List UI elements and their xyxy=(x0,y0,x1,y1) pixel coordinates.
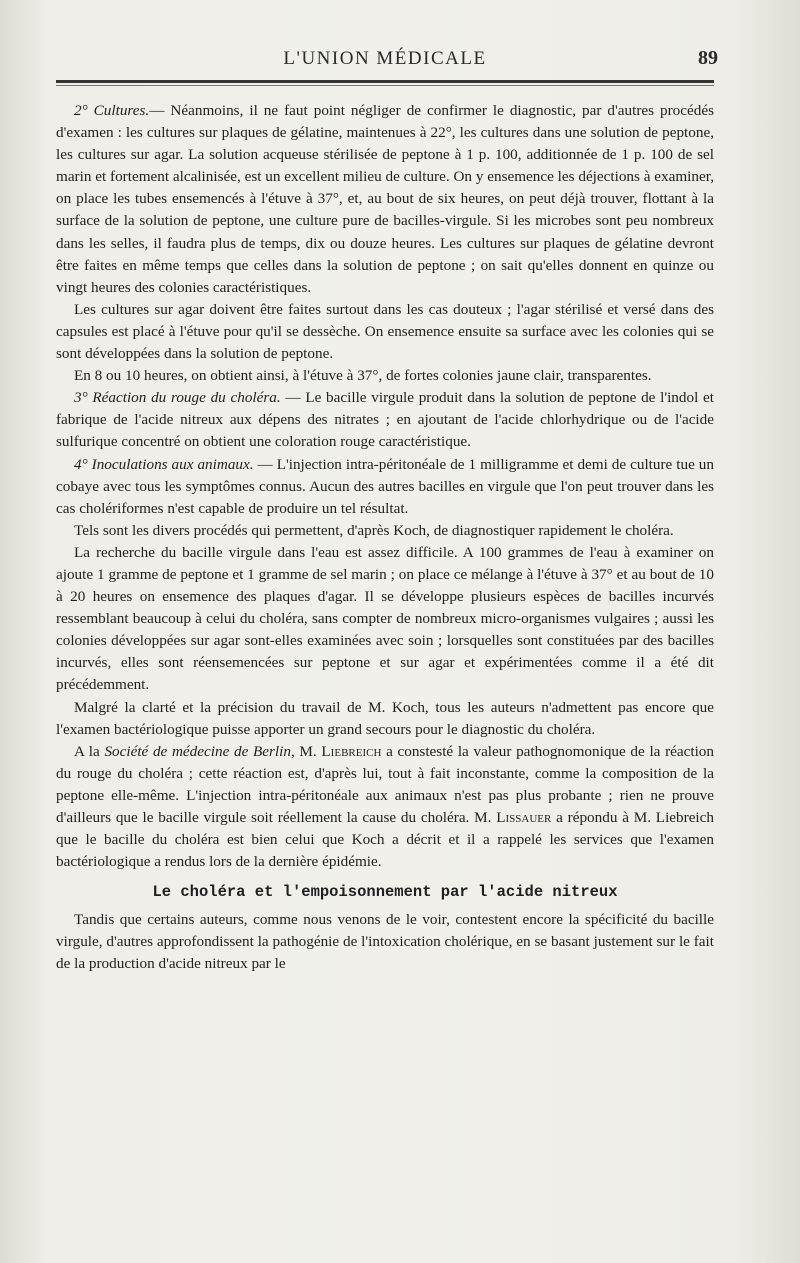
text-segment: A la xyxy=(74,742,105,760)
paragraph-label: 3° Réaction du rouge du choléra. xyxy=(74,389,281,407)
author-name: Liebreich xyxy=(321,742,382,760)
paragraph-text: — Le bacille virgule produit dans la solution de peptone de l'indol et fabrique de l'acide nitreux aux dépens des nitrates ; en ajoutant de l'acide chlorhydrique ou de l'acide sulfurique concentré on obtient une coloration rouge caractéristique. xyxy=(56,389,714,451)
header-rule-thin xyxy=(56,85,714,86)
paragraph-water: La recherche du bacille virgule dans l'eau est assez difficile. A 100 grammes de l'eau à examiner on ajoute 1 gramme de peptone et 1 gramme de sel marin ; on place ce mélange à l'étuve à 37° et au bout de 10 à 20 heures on ensemence des plaques d'agar. Il se développe plusieurs espèces de bacilles incurvés ressemblant beaucoup à celui du choléra, sans compter de nombreux micro-organismes vulgaires ; aussi les colonies développées sur agar sont-elles examinées avec soin ; lorsquelles sont constituées par des bacilles incurvés, elles sont réensemencées sur peptone et sur agar et expérimentées comme il a été dit précédemment. xyxy=(56,543,714,694)
paragraph-inoculations xyxy=(56,454,714,520)
page-header xyxy=(56,44,718,76)
society-name: Société de médecine de Berlin xyxy=(104,742,291,760)
paragraph-label: 4° Inoculations aux animaux. xyxy=(74,455,254,473)
paragraph-text: — Néanmoins, il ne faut point négliger de confirmer le diagnostic, par d'autres procédés d'examen : les cultures sur plaques de gélatine, maintenues à 22°, les cultures dans une solution de peptone, les cultures sur agar. La solution acqueuse stérilisée de peptone à 1 p. 100, additionnée de 1 p. 100 de sel marin et fortement alcalinisée, est un excellent milieu de culture. On y ensemence les déjections à examiner, on place les tubes ensemencés à l'étuve à 37°, et, au bout de six heures, on peut déjà trouver, flottant à la surface de la solution de peptone, une culture pure de bacilles-virgule. Si les microbes sont peu nombreux dans les selles, il faudra plus de temps, dix ou douze heures. Les cultures sur plaques de gélatine devront être faites en même temps que celles dans la solution de peptone ; on sait qu'elles donnent en quinze ou vingt heures des colonies caractéristiques. xyxy=(56,102,714,296)
text-segment: a constesté la valeur pathognomonique de la réaction du rouge du choléra ; cette réaction est, d'après lui, tout à fait inconstante, comme la composition de la peptone elle-même. L'injection intra-péritonéale aux animaux n'est pas plus probante ; rien ne prouve d'ailleurs que le bacille virgule soit réellement la cause du choléra. M. xyxy=(56,742,714,826)
page-number: 89 xyxy=(698,47,718,69)
paragraph-reaction xyxy=(56,387,714,453)
header-rule xyxy=(56,80,714,83)
paragraph-label: 2° Cultures. xyxy=(74,102,150,119)
paragraph-berlin xyxy=(56,741,714,874)
paragraph-pathogenie: Tandis que certains auteurs, comme nous venons de le voir, contestent encore la spécificité du bacille virgule, d'autres approfondissent la pathogénie de l'intoxication cholérique, en se basant justement sur le fait de la production d'acide nitreux par le xyxy=(56,911,714,973)
text-segment: a répondu à M. Liebreich que le bacille du choléra est bien celui que Koch a décrit et il a rappelé les services que l'examen bactériologique a rendus lors de la dernière épidémie. xyxy=(56,809,714,871)
paragraph-text: — L'injection intra-péritonéale de 1 milligramme et demi de culture tue un cobaye avec tous les symptômes connus. Aucun des autres bacilles en virgule que l'on peut trouver dans les cas cholériformes n'est capable de produire un tel résultat. xyxy=(56,455,714,517)
paragraph-cultures xyxy=(56,100,714,299)
paragraph-agar: Les cultures sur agar doivent être faites surtout dans les cas douteux ; l'agar stérilisé et versé dans des capsules est placé à l'étuve pour qu'il se dessèche. On ensemence ensuite sa surface avec les colonies qui se sont développées dans la solution de peptone. xyxy=(56,300,714,363)
section-heading: Le choléra et l'empoisonnement par l'acide nitreux xyxy=(152,883,618,902)
running-title: L'UNION MÉDICALE xyxy=(283,48,487,69)
body-text xyxy=(56,100,714,976)
text-segment: , M. xyxy=(290,742,322,760)
paragraph-koch: Malgré la clarté et la précision du travail de M. Koch, tous les auteurs n'admettent pas encore que l'examen bactériologique puisse apporter un grand secours pour le diagnostic du choléra. xyxy=(56,698,714,738)
paragraph-colonies: En 8 ou 10 heures, on obtient ainsi, à l'étuve à 37°, de fortes colonies jaune clair, transparentes. xyxy=(74,367,652,385)
author-name: Lissauer xyxy=(496,809,552,826)
paragraph-summary: Tels sont les divers procédés qui permettent, d'après Koch, de diagnostiquer rapidement le choléra. xyxy=(74,521,674,539)
